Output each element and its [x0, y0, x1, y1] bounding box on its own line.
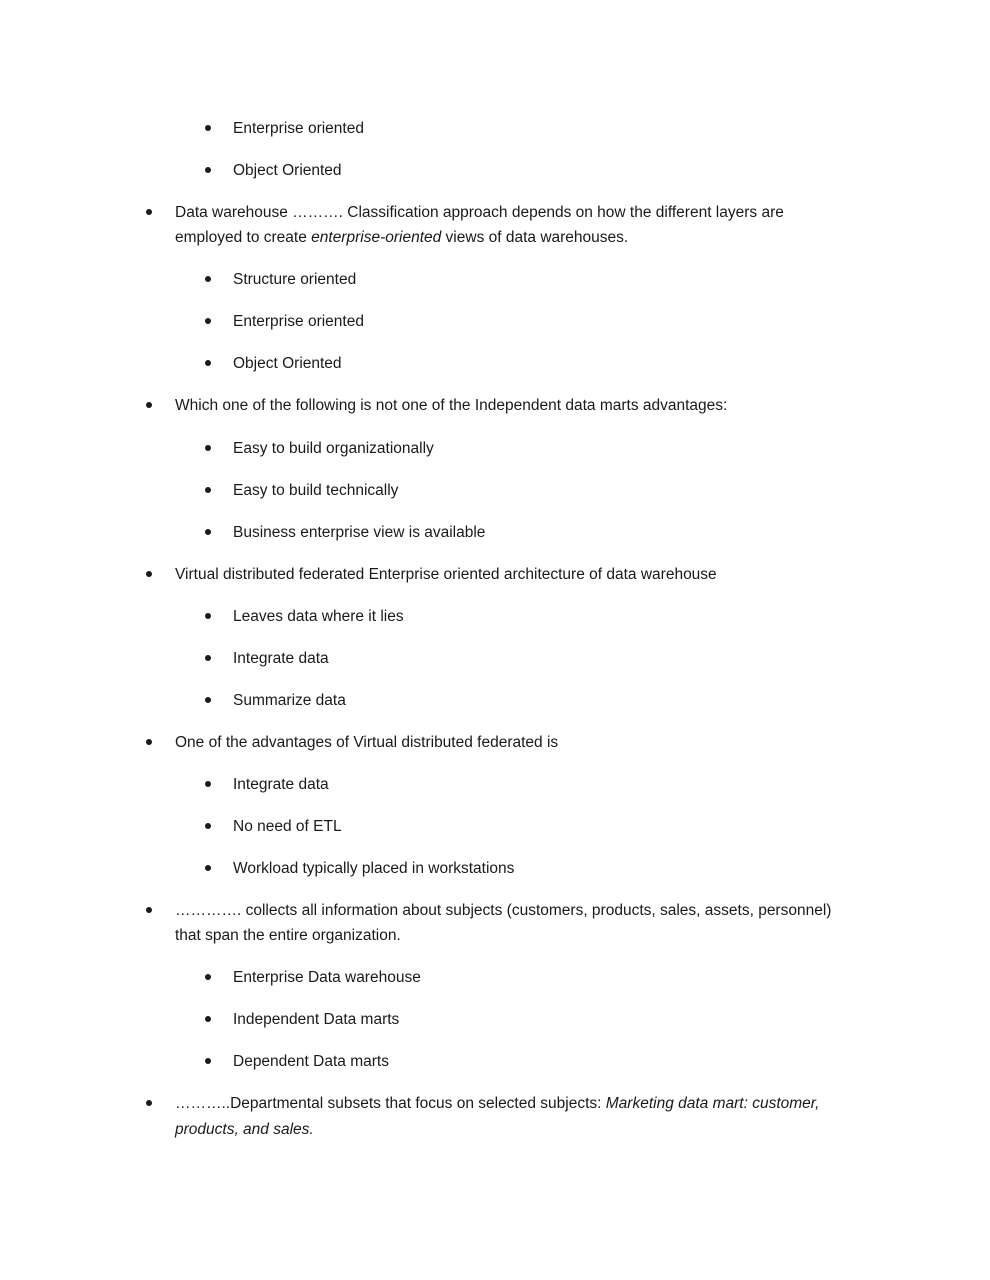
bullet-icon: [205, 529, 211, 535]
bullet-icon: [205, 697, 211, 703]
option-item: Business enterprise view is available: [233, 524, 486, 541]
bullet-icon: [205, 487, 211, 493]
option-item: Easy to build technically: [233, 482, 399, 499]
option-item: Enterprise Data warehouse: [233, 969, 421, 986]
option-item: Independent Data marts: [233, 1011, 400, 1028]
bullet-icon: [205, 613, 211, 619]
bullet-icon: [205, 1016, 211, 1022]
option-item: Integrate data: [233, 776, 329, 793]
question-text: Which one of the following is not one of the Independent data marts advantages:: [175, 397, 728, 414]
question-text-continued: [175, 1117, 314, 1142]
option-item: Summarize data: [233, 692, 346, 709]
question-text-continued: that span the entire organization.: [175, 927, 401, 944]
question-text-emphasis: Marketing data mart: customer,: [605, 1095, 820, 1112]
option-item: Workload typically placed in workstations: [233, 860, 515, 877]
option-item: Enterprise oriented: [233, 313, 364, 330]
bullet-icon: [205, 318, 211, 324]
bullet-icon: [205, 445, 211, 451]
bullet-icon: [205, 360, 211, 366]
bullet-icon: [205, 974, 211, 980]
bullet-icon: [205, 823, 211, 829]
option-item: Object Oriented: [233, 162, 342, 179]
bullet-icon: [146, 907, 152, 913]
bullet-icon: [146, 1100, 152, 1106]
bullet-icon: [205, 276, 211, 282]
bullet-icon: [205, 865, 211, 871]
option-item: Structure oriented: [233, 271, 357, 288]
question-text: …………. collects all information about subjects (customers, products, sales, assets, personnel): [175, 902, 832, 919]
question-text-part: ………..Departmental subsets that focus on selected subjects:: [175, 1095, 606, 1112]
bullet-icon: [146, 402, 152, 408]
question-text-emphasis: enterprise-oriented: [311, 229, 442, 246]
option-item: Dependent Data marts: [233, 1053, 389, 1070]
option-item: Object Oriented: [233, 355, 342, 372]
bullet-icon: [205, 167, 211, 173]
question-text-part: views of data warehouses.: [441, 229, 629, 246]
bullet-icon: [205, 125, 211, 131]
option-item: Leaves data where it lies: [233, 608, 404, 625]
question-text: Virtual distributed federated Enterprise oriented architecture of data warehouse: [175, 566, 717, 583]
question-text: One of the advantages of Virtual distributed federated is: [175, 734, 559, 751]
option-item: Integrate data: [233, 650, 329, 667]
question-text-continued: [175, 225, 628, 250]
option-item: No need of ETL: [233, 818, 342, 835]
bullet-icon: [146, 739, 152, 745]
question-text: [175, 1091, 819, 1116]
question-text-emphasis: products, and sales.: [175, 1121, 314, 1138]
bullet-icon: [205, 781, 211, 787]
option-item: Easy to build organizationally: [233, 440, 434, 457]
question-text-part: employed to create: [175, 229, 312, 246]
bullet-icon: [205, 1058, 211, 1064]
bullet-icon: [205, 655, 211, 661]
option-item: Enterprise oriented: [233, 120, 364, 137]
question-text: Data warehouse ………. Classification approach depends on how the different layers are: [175, 204, 784, 221]
bullet-icon: [146, 571, 152, 577]
bullet-icon: [146, 209, 152, 215]
